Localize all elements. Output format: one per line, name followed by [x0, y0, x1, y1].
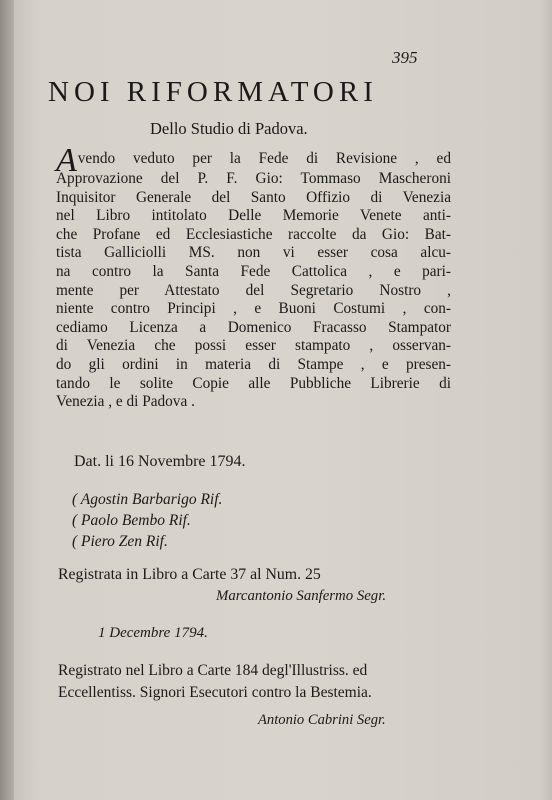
body-line: mente per Attestato del Segretario Nostro , [56, 281, 451, 299]
body-line: Inquisitor Generale del Santo Offizio di Venezia [56, 188, 451, 206]
signatory: ( Piero Zen Rif. [72, 533, 168, 550]
body-line: tando le solite Copie alle Pubbliche Librerie di [56, 374, 451, 392]
body-line: Approvazione del P. F. Gio: Tommaso Mascheroni [56, 170, 451, 187]
drop-cap: A [56, 142, 77, 179]
page-number: 395 [392, 48, 418, 67]
body-line: nel Libro intitolato Delle Memorie Venete anti- [56, 207, 451, 225]
second-registration [58, 660, 446, 704]
document-title: NOI RIFORMATORI [48, 76, 378, 108]
registration-signer: Marcantonio Sanfermo Segr. [216, 588, 387, 604]
registration-line: Eccellentiss. Signori Esecutori contro la Bestemia. [58, 684, 372, 701]
body-line: cediamo Licenza a Domenico Fracasso Stampator [56, 318, 451, 336]
license-paragraph [56, 142, 451, 412]
registration-line: Registrata in Libro a Carte 37 al Num. 25 [58, 566, 321, 583]
registration-line: Registrato nel Libro a Carte 184 degl'Illustriss. ed [58, 662, 368, 679]
body-line: Venezia , e di Padova . [56, 393, 195, 411]
body-line: do gli ordini in materia di Stampe , e presen- [56, 355, 451, 373]
document-subtitle: Dello Studio di Padova. [150, 119, 308, 138]
body-line: niente contro Principi , e Buoni Costumi , con- [56, 300, 451, 318]
body-line: tista Galliciolli MS. non vi esser cosa alcu- [56, 244, 451, 262]
page-binding-edge [0, 0, 14, 800]
signatory: ( Paolo Bembo Rif. [72, 512, 191, 529]
signatory: ( Agostin Barbarigo Rif. [72, 491, 223, 508]
second-date: 1 Decembre 1794. [98, 625, 208, 641]
date-line: Dat. li 16 Novembre 1794. [74, 453, 246, 470]
body-line: Avendo veduto per la Fede di Revisione , ed [56, 142, 451, 179]
body-line: na contro la Santa Fede Cattolica , e pari- [56, 262, 451, 280]
registration-signer: Antonio Cabrini Segr. [258, 712, 386, 728]
body-line: di Venezia che possi esser stampato , osservan- [56, 337, 451, 355]
body-line: che Profane ed Ecclesiastiche raccolte da Gio: Bat- [56, 225, 451, 243]
